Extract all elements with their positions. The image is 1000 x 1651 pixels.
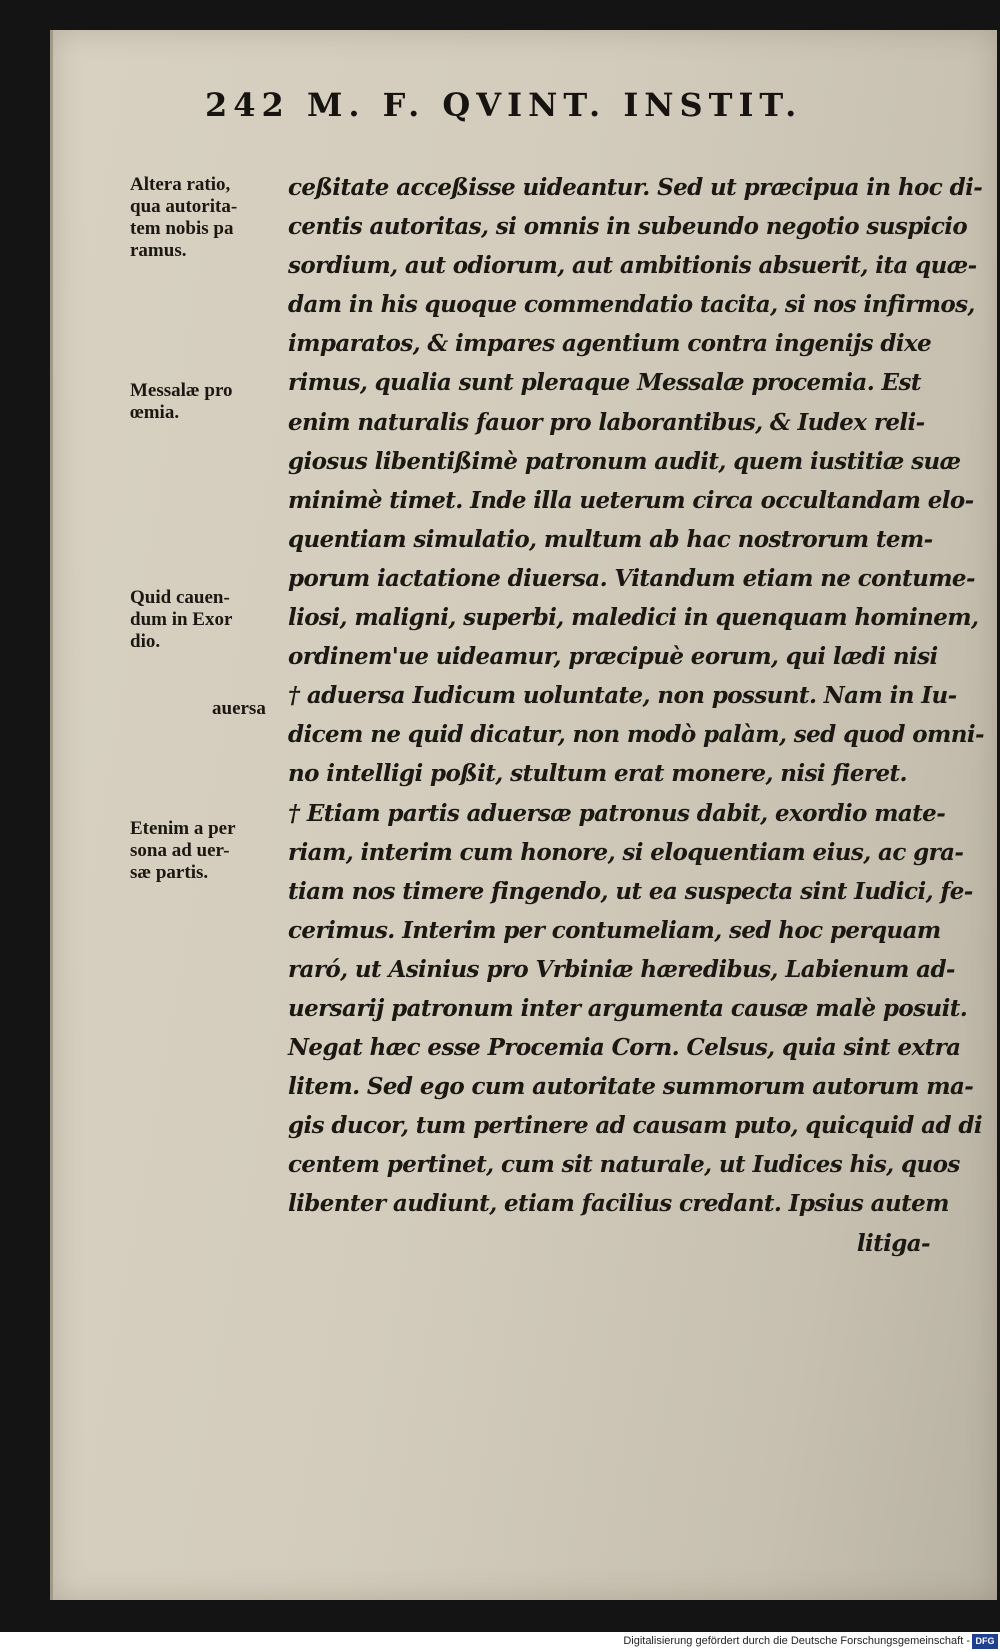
footer-bar <box>0 1632 1000 1651</box>
text-line: Negat hæc esse Procemia Corn. Celsus, quia sint extra <box>288 1034 961 1062</box>
text-line: centem pertinet, cum sit naturale, ut Iudices his, quos <box>288 1151 960 1179</box>
text-line: dicem ne quid dicatur, non modò palàm, sed quod omni- <box>288 721 984 749</box>
text-line: litem. Sed ego cum autoritate summorum autorum ma- <box>288 1073 974 1101</box>
text-line: dam in his quoque commendatio tacita, si nos infirmos, <box>288 291 975 319</box>
marginal-note: Messalæ pro œmia. <box>130 380 233 423</box>
body-text <box>288 168 984 1263</box>
marginal-note: Altera ratio, qua autorita- tem nobis pa ramus. <box>130 174 238 261</box>
text-line: liosi, maligni, superbi, maledici in quenquam hominem, <box>288 604 979 632</box>
text-line: sordium, aut odiorum, aut ambitionis absuerit, ita quæ- <box>288 252 977 280</box>
running-head: 242 M. F. QVINT. INSTIT. <box>205 86 803 124</box>
text-line: riam, interim cum honore, si eloquentiam eius, ac gra- <box>288 838 964 866</box>
dfg-logo: DFG <box>972 1634 998 1649</box>
catchword: litiga- <box>856 1229 930 1257</box>
text-line: gis ducor, tum pertinere ad causam puto, quicquid ad di <box>288 1112 982 1140</box>
text-line: no intelligi poßit, stultum erat monere, nisi fieret. <box>288 760 907 788</box>
text-line: rimus, qualia sunt pleraque Messalæ procemia. Est <box>288 369 921 397</box>
text-line: giosus libentißimè patronum audit, quem iustitiæ suæ <box>288 447 961 475</box>
text-line: porum iactatione diuersa. Vitandum etiam ne contume- <box>288 564 975 592</box>
text-line: libenter audiunt, etiam facilius credant. Ipsius autem <box>288 1190 949 1218</box>
marginal-note: Etenim a per sona ad uer- sæ partis. <box>130 818 236 883</box>
text-line: enim naturalis fauor pro laborantibus, & Iudex reli- <box>288 408 925 436</box>
text-line: uersarij patronum inter argumenta causæ malè posuit. <box>288 994 968 1022</box>
marginal-note: Quid cauen- dum in Exor dio. <box>130 587 233 652</box>
text-line: imparatos, & impares agentium contra ingenijs dixe <box>288 330 932 358</box>
text-line: quentiam simulatio, multum ab hac nostrorum tem- <box>288 525 933 553</box>
text-line: † aduersa Iudicum uoluntate, non possunt. Nam in Iu- <box>288 682 957 710</box>
text-line: tiam nos timere fingendo, ut ea suspecta sint Iudici, fe- <box>288 877 973 905</box>
funding-note: Digitalisierung gefördert durch die Deutsche Forschungsgemeinschaft - <box>623 1635 970 1647</box>
text-line: ceßitate acceßisse uideantur. Sed ut præcipua in hoc di- <box>288 174 983 201</box>
text-line: cerimus. Interim per contumeliam, sed hoc perquam <box>288 916 941 944</box>
text-line: ordinem'ue uideamur, præcipuè eorum, qui lædi nisi <box>288 643 938 671</box>
text-line: centis autoritas, si omnis in subeundo negotio suspicio <box>288 213 968 241</box>
text-line: minimè timet. Inde illa ueterum circa occultandam elo- <box>288 486 974 514</box>
text-line: † Etiam partis aduersæ patronus dabit, exordio mate- <box>288 799 946 827</box>
marginal-note: auersa <box>212 698 266 719</box>
text-line: raró, ut Asinius pro Vrbiniæ hæredibus, Labienum ad- <box>288 955 955 983</box>
